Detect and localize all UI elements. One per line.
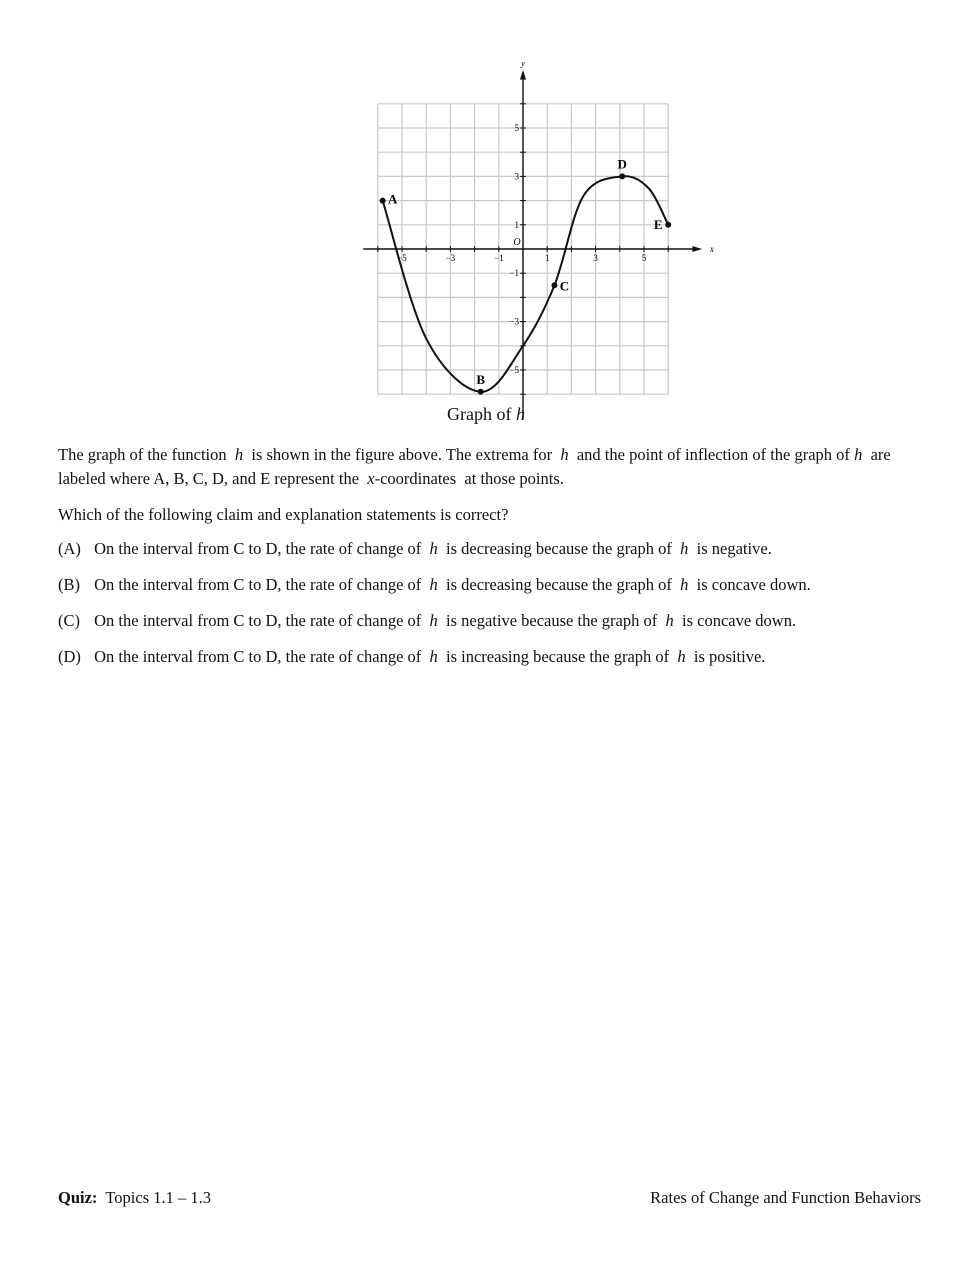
option-text: is positive. [693,647,766,666]
x-axis-arrow [692,246,702,252]
intro-var-1: h [234,445,244,464]
x-tick-label: −5 [397,253,407,263]
y-tick-label: 1 [514,219,519,230]
option-var: h [680,539,689,558]
origin-label: O [513,237,521,248]
x-tick-label: −3 [445,253,456,263]
intro-text-5: -coordinates [374,469,457,488]
intro-var-2: h [560,445,569,464]
intro-text-4: are labeled where A, B, C, D, and E represent the [58,445,891,488]
option-text: On the interval from C to D, the rate of change of [94,575,422,594]
intro-var-3: h [854,445,863,464]
y-tick-label: −1 [509,268,519,279]
option-var: h [429,575,438,594]
labeled-points [380,156,672,394]
x-tick-label: −1 [494,253,504,263]
point-d [619,173,625,179]
option-letter: (C) [58,611,80,630]
option-var: h [677,647,686,666]
intro-paragraph [58,443,928,491]
point-e [665,222,671,228]
question-text: Which of the following claim and explanation statements is correct? [58,505,509,524]
option-c[interactable] [58,610,928,632]
footer-left [58,1188,211,1208]
point-c [551,282,557,288]
intro-text-1: The graph of the function [58,445,227,464]
option-text: On the interval from C to D, the rate of change of [94,647,422,666]
option-text: is decreasing because the graph of [446,575,672,594]
point-label-a: A [387,191,398,207]
caption-var: h [515,404,525,424]
point-label-c: C [559,278,570,294]
footer-quiz-label: Quiz: [58,1188,98,1207]
point-a [380,198,386,204]
option-text: is concave down. [681,611,797,630]
intro-text-6: at those points. [464,469,564,488]
option-text: is concave down. [696,575,811,594]
option-text: On the interval from C to D, the rate of change of [94,611,422,630]
point-label-d: D [617,156,627,172]
point-label-b: B [476,371,485,387]
y-tick-label: −5 [509,365,519,375]
option-var: h [665,611,674,630]
function-curve [383,176,669,392]
y-axis-label: y [521,62,525,68]
option-letter: (B) [58,575,80,594]
option-var: h [429,539,438,558]
point-label-e: E [653,216,663,232]
option-var: h [429,647,438,666]
y-tick-label: 3 [514,171,519,182]
option-b[interactable] [58,574,928,596]
option-text: On the interval from C to D, the rate of change of [94,539,422,558]
intro-text-3: and the point of inflection of the graph of [576,445,850,464]
intro-var-4: x [367,469,375,488]
option-text: is decreasing because the graph of [446,539,672,558]
option-letter: (D) [58,647,81,666]
x-tick-label: 1 [544,253,550,263]
x-tick-label: 3 [593,253,598,263]
intro-text-2: is shown in the figure above. The extrema for [251,445,553,464]
tick-labels [397,62,714,375]
option-text: is negative because the graph of [446,611,658,630]
graph-of-h [360,62,720,434]
option-d[interactable] [58,646,928,668]
y-tick-label: −3 [509,316,519,327]
y-tick-label: 5 [514,123,519,133]
y-axis-arrow [520,70,526,80]
caption-prefix: Graph of [447,404,512,424]
option-var: h [680,575,689,594]
x-tick-label: 5 [641,253,647,263]
option-a[interactable] [58,538,928,560]
point-b [478,389,484,395]
graph-caption [360,404,612,425]
option-letter: (A) [58,539,81,558]
option-text: is negative. [696,539,772,558]
axes [363,70,702,418]
x-axis-label: x [709,244,714,254]
option-text: is increasing because the graph of [446,647,670,666]
option-var: h [429,611,438,630]
footer-right: Rates of Change and Function Behaviors [650,1188,921,1207]
footer-topics: Topics 1.1 – 1.3 [105,1188,212,1207]
